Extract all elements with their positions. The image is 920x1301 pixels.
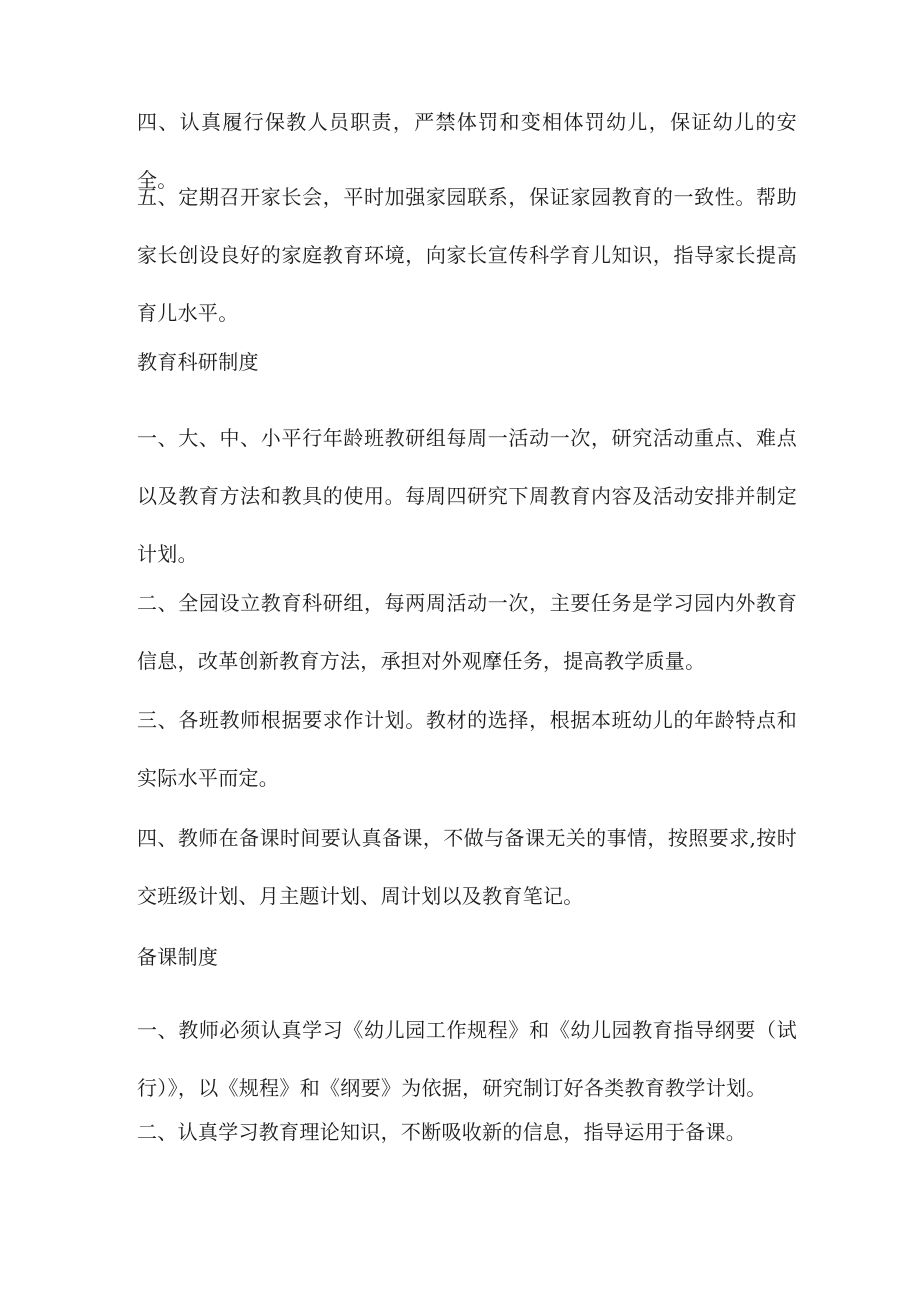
- paragraph-safety: 四、认真履行保教人员职责，严禁体罚和变相体罚幼儿，保证幼儿的安全。: [137, 110, 797, 192]
- paragraph-research-1: 一、大、中、小平行年龄班教研组每周一活动一次，研究活动重点、难点以及教育方法和教具的使用。每周四研究下周教育内容及活动安排并制定计划。: [137, 426, 797, 566]
- paragraph-prep-1: 一、教师必须认真学习《幼儿园工作规程》和《幼儿园教育指导纲要（试行）》，以《规程》和《纲要》为依据，研究制订好各类教育教学计划。: [137, 1018, 797, 1100]
- paragraph-research-3: 三、各班教师根据要求作计划。教材的选择，根据本班幼儿的年龄特点和实际水平而定。: [137, 708, 797, 790]
- section-heading-lesson-prep: 备课制度: [137, 945, 219, 969]
- paragraph-research-2: 二、全园设立教育科研组，每两周活动一次，主要任务是学习园内外教育信息，改革创新教育方法，承担对外观摩任务，提高教学质量。: [137, 591, 797, 673]
- paragraph-prep-2: 二、认真学习教育理论知识，不断吸收新的信息，指导运用于备课。: [137, 1120, 746, 1144]
- paragraph-research-4: 四、教师在备课时间要认真备课，不做与备课无关的事情，按照要求,按时交班级计划、月主题计划、周计划以及教育笔记。: [137, 826, 797, 908]
- paragraph-parent-meetings: 五、定期召开家长会，平时加强家园联系，保证家园教育的一致性。帮助家长创设良好的家庭教育环境，向家长宣传科学育儿知识，指导家长提高育儿水平。: [137, 185, 797, 325]
- section-heading-research: 教育科研制度: [137, 350, 259, 374]
